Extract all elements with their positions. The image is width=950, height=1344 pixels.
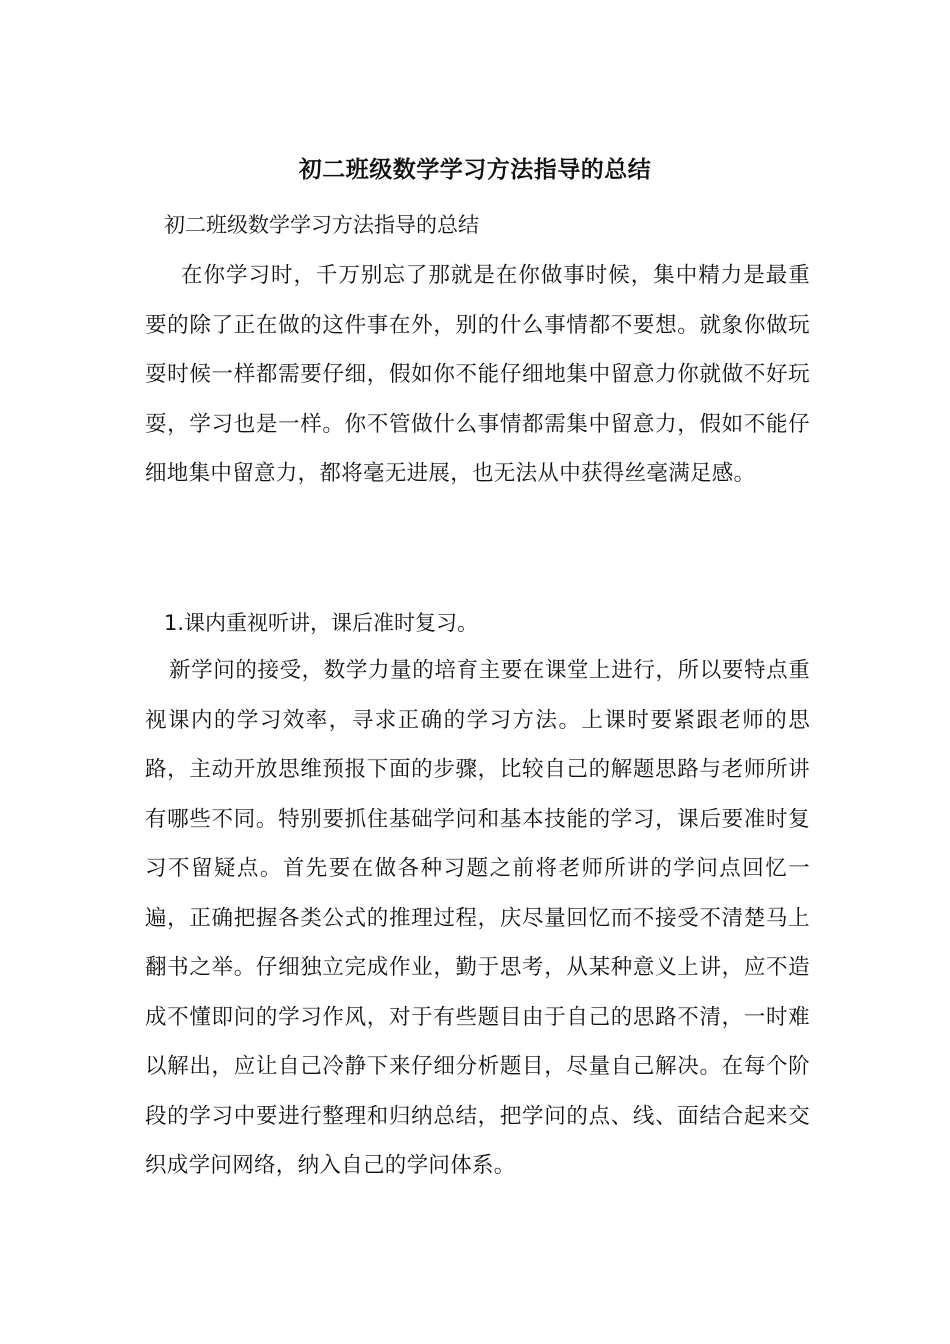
section-heading [164,603,478,643]
document-subtitle: 初二班级数学学习方法指导的总结 [164,213,479,237]
document-title: 初二班级数学学习方法指导的总结 [298,156,652,183]
section-heading-text: 课内重视听讲，课后准时复习。 [184,611,479,635]
intro-paragraph: 在你学习时，千万别忘了那就是在你做事时候，集中精力是最重要的除了正在做的这件事在外，别的什么事情都不要想。就象你做玩耍时候一样都需要仔细，假如你不能仔细地集中留意力你就做不好玩耍，学习也是一样。你不管做什么事情都需集中留意力，假如不能仔细地集中留意力，都将毫无进展，也无法从中获得丝毫满足感。 [145,263,810,486]
section-number: 1. [164,611,185,635]
section-paragraph: 新学问的接受，数学力量的培育主要在课堂上进行，所以要特点重视课内的学习效率，寻求正确的学习方法。上课时要紧跟老师的思路，主动开放思维预报下面的步骤，比较自己的解题思路与老师所讲有哪些不同。特别要抓住基础学问和基本技能的学习，课后要准时复习不留疑点。首先要在做各种习题之前将老师所讲的学问点回忆一遍，正确把握各类公式的推理过程，庆尽量回忆而不接受不清楚马上翻书之举。仔细独立完成作业，勤于思考，从某种意义上讲，应不造成不懂即问的学习作风，对于有些题目由于自己的思路不清，一时难以解出，应让自己冷静下来仔细分析题目，尽量自己解决。在每个阶段的学习中要进行整理和归纳总结，把学问的点、线、面结合起来交织成学问网络，纳入自己的学问体系。 [145,658,810,1178]
